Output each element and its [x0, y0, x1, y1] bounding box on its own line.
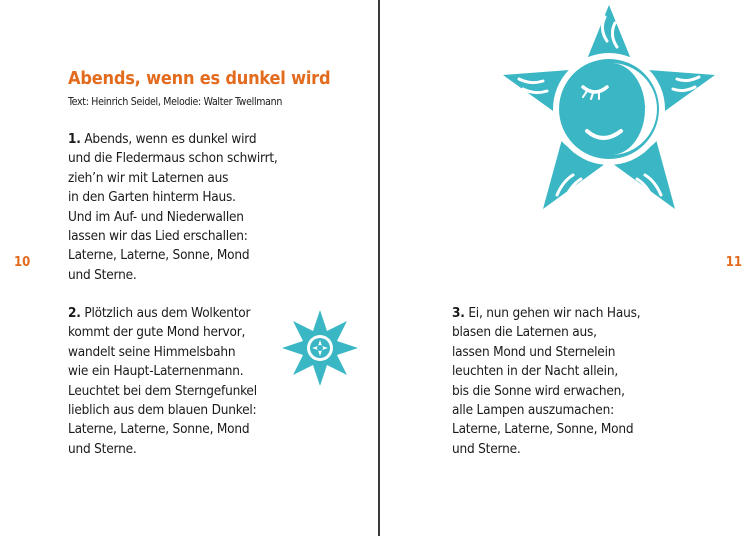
verse-line: lieblich aus dem blauen Dunkel: [68, 402, 257, 419]
page-number-left: 10 [14, 255, 31, 270]
verse-line: Plötzlich aus dem Wolkentor [84, 305, 251, 321]
verse-2 [68, 304, 257, 459]
verse-line: und Sterne. [68, 266, 137, 283]
verse-number: 1. [68, 131, 81, 147]
song-title: Abends, wenn es dunkel wird [68, 68, 331, 89]
verse-line: wandelt seine Himmelsbahn [68, 343, 236, 360]
verse-line: Ei, nun gehen wir nach Haus, [468, 305, 641, 321]
verse-line: in den Garten hinterm Haus. [68, 189, 236, 206]
verse-line: alle Lampen auszumachen: [452, 402, 614, 419]
verse-1 [68, 130, 278, 285]
verse-line: lassen wir das Lied erschallen: [68, 228, 248, 245]
sun-moon-star-icon [494, 0, 724, 215]
verse-line: Laterne, Laterne, Sonne, Mond [452, 421, 634, 438]
verse-line: Und im Auf- und Niederwallen [68, 208, 244, 225]
page-number-right: 11 [725, 255, 742, 270]
verse-line: kommt der gute Mond hervor, [68, 324, 246, 341]
verse-line: zieh’n wir mit Laternen aus [68, 169, 229, 186]
small-star-icon [280, 308, 360, 388]
verse-number: 3. [452, 305, 465, 321]
verse-line: leuchten in der Nacht allein, [452, 363, 618, 380]
verse-number: 2. [68, 305, 81, 321]
verse-line: Laterne, Laterne, Sonne, Mond [68, 421, 250, 438]
verse-line: lassen Mond und Sternelein [452, 343, 616, 360]
right-page [380, 0, 756, 536]
verse-line: Laterne, Laterne, Sonne, Mond [68, 247, 250, 264]
verse-line: wie ein Haupt-Laternenmann. [68, 363, 244, 380]
verse-line: blasen die Laternen aus, [452, 324, 597, 341]
verse-line: Abends, wenn es dunkel wird [84, 131, 257, 147]
verse-line: bis die Sonne wird erwachen, [452, 382, 625, 399]
verse-line: und Sterne. [452, 440, 521, 457]
verse-line: und Sterne. [68, 440, 137, 457]
verse-3 [452, 304, 640, 459]
song-credits: Text: Heinrich Seidel, Melodie: Walter Twellmann [68, 96, 283, 108]
verse-line: und die Fledermaus schon schwirrt, [68, 150, 278, 167]
verse-line: Leuchtet bei dem Sterngefunkel [68, 382, 257, 399]
